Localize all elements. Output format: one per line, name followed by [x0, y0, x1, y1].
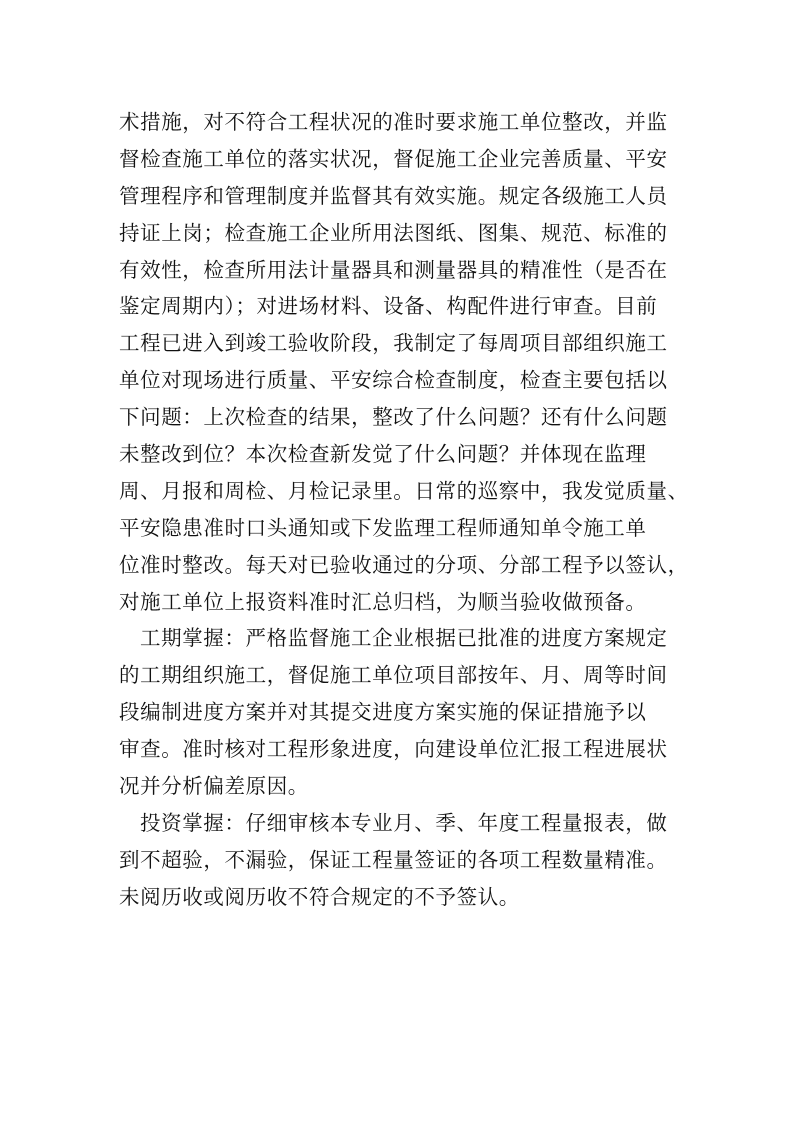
- text-line: 单位对现场进行质量、平安综合检查制度，检查主要包括以: [119, 368, 668, 393]
- text-line: 下问题：上次检查的结果，整改了什么问题？还有什么问题: [119, 405, 668, 430]
- text-line: 术措施，对不符合工程状况的准时要求施工单位整改，并监: [119, 110, 668, 134]
- text-line: 对施工单位上报资料准时汇总归档，为顺当验收做预备。: [119, 589, 647, 614]
- text-line: 平安隐患准时口头通知或下发监理工程师通知单令施工单: [119, 515, 647, 540]
- text-line: 的工期组织施工，督促施工单位项目部按年、月、周等时间: [119, 663, 668, 688]
- text-line: 到不超验，不漏验，保证工程量签证的各项工程数量精准。: [119, 847, 668, 872]
- text-line: 未整改到位？本次检查新发觉了什么问题？并体现在监理: [119, 442, 647, 467]
- text-line: 管理程序和管理制度并监督其有效实施。规定各级施工人员: [119, 183, 668, 208]
- paragraph-start-investment-control: 投资掌握：仔细审核本专业月、季、年度工程量报表，做: [140, 810, 668, 835]
- text-line: 持证上岗；检查施工企业所用法图纸、图集、规范、标准的: [119, 220, 668, 245]
- text-line: 位准时整改。每天对已验收通过的分项、分部工程予以签认，: [119, 552, 689, 577]
- text-line: 有效性，检查所用法计量器具和测量器具的精准性（是否在: [119, 257, 668, 282]
- text-line: 段编制进度方案并对其提交进度方案实施的保证措施予以: [119, 700, 647, 725]
- text-line: 未阅历收或阅历收不符合规定的不予签认。: [119, 884, 520, 909]
- text-line: 周、月报和周检、月检记录里。日常的巡察中，我发觉质量、: [119, 478, 689, 503]
- text-line: 况并分析偏差原因。: [119, 774, 309, 799]
- text-line: 督检查施工单位的落实状况，督促施工企业完善质量、平安: [119, 146, 668, 171]
- text-line: 工程已进入到竣工验收阶段，我制定了每周项目部组织施工: [119, 331, 668, 356]
- paragraph-start-schedule-control: 工期掌握：严格监督施工企业根据已批准的进度方案规定: [140, 626, 668, 651]
- text-line: 鉴定周期内）；对进场材料、设备、构配件进行审查。目前: [119, 294, 658, 319]
- text-line: 审查。准时核对工程形象进度，向建设单位汇报工程进展状: [119, 737, 668, 762]
- document-body: [119, 104, 694, 916]
